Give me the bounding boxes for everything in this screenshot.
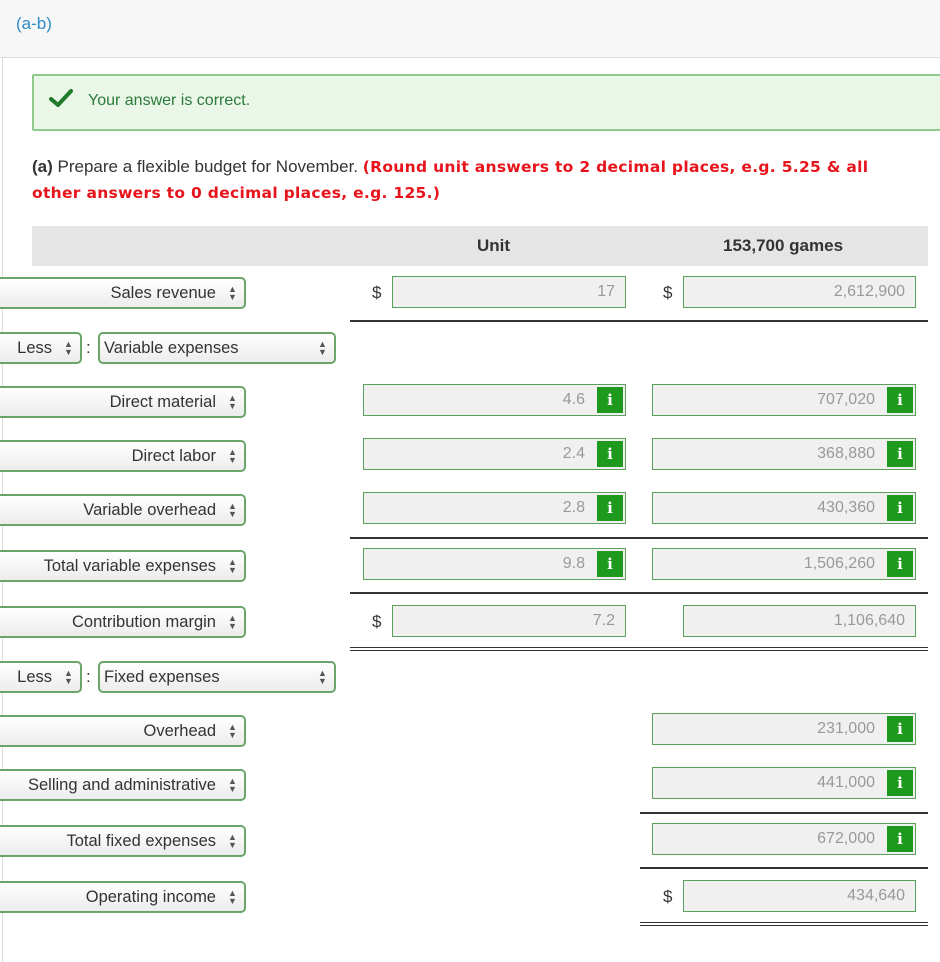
select-label: Direct material xyxy=(109,393,216,411)
select-label: Selling and administrative xyxy=(27,776,216,794)
info-icon[interactable]: i xyxy=(597,495,623,521)
select-fixed-expenses[interactable] xyxy=(98,661,336,693)
select-label: Variable overhead xyxy=(83,501,216,519)
value: 1,506,260 xyxy=(803,555,875,572)
instruction-text: Prepare a flexible budget for November. xyxy=(52,157,363,176)
instruction-label: (a) xyxy=(32,157,53,176)
info-icon[interactable]: i xyxy=(887,826,913,852)
select-label: Variable expenses xyxy=(104,339,239,357)
select-label: Less xyxy=(17,339,52,357)
colon-separator: : xyxy=(86,338,91,357)
total-selling-admin[interactable] xyxy=(652,767,916,799)
select-sales-revenue[interactable] xyxy=(0,277,246,309)
dollar-sign: $ xyxy=(663,283,673,302)
value: 2.4 xyxy=(562,445,585,462)
rounding-note: (Round unit answers to 2 decimal places, e.g. 5.25 & all other answers to 0 decimal places, e.g. 125.) xyxy=(32,158,869,202)
select-label: Total variable expenses xyxy=(43,557,216,575)
select-direct-material[interactable] xyxy=(0,386,246,418)
select-direct-labor[interactable] xyxy=(0,440,246,472)
updown-arrows-icon: ▲ ▼ xyxy=(318,668,327,686)
select-contribution-margin[interactable] xyxy=(0,606,246,638)
updown-arrows-icon: ▲ ▼ xyxy=(228,501,237,519)
select-label: Direct labor xyxy=(131,447,216,465)
total-direct-material[interactable] xyxy=(652,384,916,416)
updown-arrows-icon: ▲ ▼ xyxy=(228,393,237,411)
select-selling-admin[interactable] xyxy=(0,769,246,801)
select-overhead[interactable] xyxy=(0,715,246,747)
info-icon[interactable]: i xyxy=(887,441,913,467)
unit-sales-revenue[interactable]: 17 xyxy=(392,276,626,308)
updown-arrows-icon: ▲ ▼ xyxy=(318,339,327,357)
updown-arrows-icon: ▲ ▼ xyxy=(228,557,237,575)
select-total-fixed[interactable] xyxy=(0,825,246,857)
updown-arrows-icon: ▲ ▼ xyxy=(228,888,237,906)
check-icon xyxy=(49,88,73,108)
underline xyxy=(640,867,928,869)
value: 4.6 xyxy=(562,391,585,408)
dollar-sign: $ xyxy=(663,887,673,906)
dollar-sign: $ xyxy=(372,283,382,302)
select-label: Overhead xyxy=(143,722,216,740)
updown-arrows-icon: ▲ ▼ xyxy=(228,722,237,740)
select-operating-income[interactable] xyxy=(0,881,246,913)
info-icon[interactable]: i xyxy=(597,441,623,467)
total-total-variable[interactable] xyxy=(652,548,916,580)
unit-total-variable[interactable] xyxy=(363,548,626,580)
double-underline xyxy=(640,922,928,926)
info-icon[interactable]: i xyxy=(887,770,913,796)
total-sales-revenue[interactable]: 2,612,900 xyxy=(683,276,916,308)
select-label: Total fixed expenses xyxy=(66,832,216,850)
select-label: Fixed expenses xyxy=(104,668,220,686)
select-label: Sales revenue xyxy=(110,284,216,302)
select-less-variable[interactable] xyxy=(0,332,82,364)
value: 368,880 xyxy=(817,445,875,462)
select-less-fixed[interactable] xyxy=(0,661,82,693)
column-header-unit: Unit xyxy=(477,236,511,255)
updown-arrows-icon: ▲ ▼ xyxy=(228,776,237,794)
value: 9.8 xyxy=(562,555,585,572)
info-icon[interactable]: i xyxy=(597,551,623,577)
underline xyxy=(350,592,928,594)
unit-direct-material[interactable] xyxy=(363,384,626,416)
value: 2.8 xyxy=(562,499,585,516)
value: 231,000 xyxy=(817,720,875,737)
updown-arrows-icon: ▲ ▼ xyxy=(228,284,237,302)
unit-variable-overhead[interactable] xyxy=(363,492,626,524)
updown-arrows-icon: ▲ ▼ xyxy=(64,668,73,686)
info-icon[interactable]: i xyxy=(597,387,623,413)
total-overhead[interactable] xyxy=(652,713,916,745)
select-total-variable[interactable] xyxy=(0,550,246,582)
part-header xyxy=(0,0,940,58)
updown-arrows-icon: ▲ ▼ xyxy=(228,613,237,631)
double-underline xyxy=(350,647,928,651)
info-icon[interactable]: i xyxy=(887,716,913,742)
unit-direct-labor[interactable] xyxy=(363,438,626,470)
value: 441,000 xyxy=(817,774,875,791)
info-icon[interactable]: i xyxy=(887,387,913,413)
total-operating-income[interactable]: 434,640 xyxy=(683,880,916,912)
underline xyxy=(640,812,928,814)
total-direct-labor[interactable] xyxy=(652,438,916,470)
unit-contribution-margin[interactable]: 7.2 xyxy=(392,605,626,637)
value: 707,020 xyxy=(817,391,875,408)
feedback-message: Your answer is correct. xyxy=(88,92,251,109)
value: 672,000 xyxy=(817,830,875,847)
info-icon[interactable]: i xyxy=(887,495,913,521)
part-label: (a-b) xyxy=(16,14,52,33)
select-label: Less xyxy=(17,668,52,686)
colon-separator: : xyxy=(86,667,91,686)
updown-arrows-icon: ▲ ▼ xyxy=(228,447,237,465)
underline xyxy=(350,537,928,539)
value: 430,360 xyxy=(817,499,875,516)
total-total-fixed[interactable] xyxy=(652,823,916,855)
total-contribution-margin[interactable]: 1,106,640 xyxy=(683,605,916,637)
underline xyxy=(350,320,928,322)
info-icon[interactable]: i xyxy=(887,551,913,577)
updown-arrows-icon: ▲ ▼ xyxy=(64,339,73,357)
select-label: Operating income xyxy=(85,888,216,906)
total-variable-overhead[interactable] xyxy=(652,492,916,524)
select-label: Contribution margin xyxy=(72,613,216,631)
updown-arrows-icon: ▲ ▼ xyxy=(228,832,237,850)
dollar-sign: $ xyxy=(372,612,382,631)
select-variable-overhead[interactable] xyxy=(0,494,246,526)
select-variable-expenses[interactable] xyxy=(98,332,336,364)
column-header-total: 153,700 games xyxy=(723,236,844,255)
instruction xyxy=(32,154,912,206)
